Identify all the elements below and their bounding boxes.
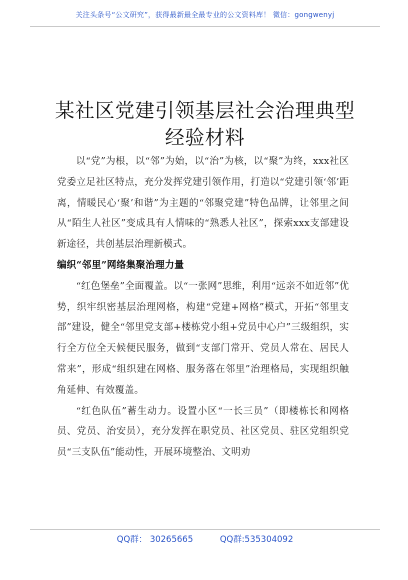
title-line-1: 某社区党建引领基层社会治理典型 — [54, 99, 355, 123]
intro-paragraph: 以“党”为根，以“邻”为始，以“治”为核，以“聚”为终，xxx社区党委立足社区特点，充分发挥党建引领作用，打造以“党建引领‘邻’距离，情暖民心‘聚’和谐”为主题的“邻聚党建”特色品牌，让邻里之间从“陌生人社区”变成具有人情味的“熟悉人社区”，探索xxx支部建设新途径，共创基层治理新模式。 — [57, 156, 349, 251]
section-heading: 编织“邻里”网络集聚治理力量 — [57, 259, 185, 271]
document-body — [57, 152, 349, 464]
document-title — [40, 97, 370, 151]
footer-divider — [30, 529, 380, 530]
footer — [30, 533, 380, 545]
qq-group-1: QQ群： 30265665 — [116, 535, 194, 545]
title-line-2: 经验材料 — [164, 126, 245, 150]
qq-group-2: QQ群:535304092 — [219, 535, 294, 545]
promo-header: 关注头条号“公文研究”，获得最新最全最专业的公文资料库！ 微信：gongwenyj — [75, 11, 335, 19]
body-paragraph: “红色堡垒”全面覆盖。以“一张网”思维，利用“远亲不如近邻”优势，织牢织密基层治理网格，构建“党建+网格”模式，开拓“邻里支部”建设，健全“邻里党支部+楼栋党小组+党员中心户”三级组织，实行全方位全天候便民服务，做到“支部门常开、党员人常在、居民人常来”，形成“组织建在网格、服务落在邻里”治理格局，实现组织触角延伸、有效覆盖。 — [57, 280, 349, 396]
header-divider — [30, 26, 380, 27]
body-paragraph: “红色队伍”蓄生动力。设置小区“一长三员”（即楼栋长和网格员、党员、治安员），充分发挥在职党员、社区党员、驻区党组织党员“三支队伍”能动性，开展环境整治、文明劝 — [57, 405, 349, 459]
